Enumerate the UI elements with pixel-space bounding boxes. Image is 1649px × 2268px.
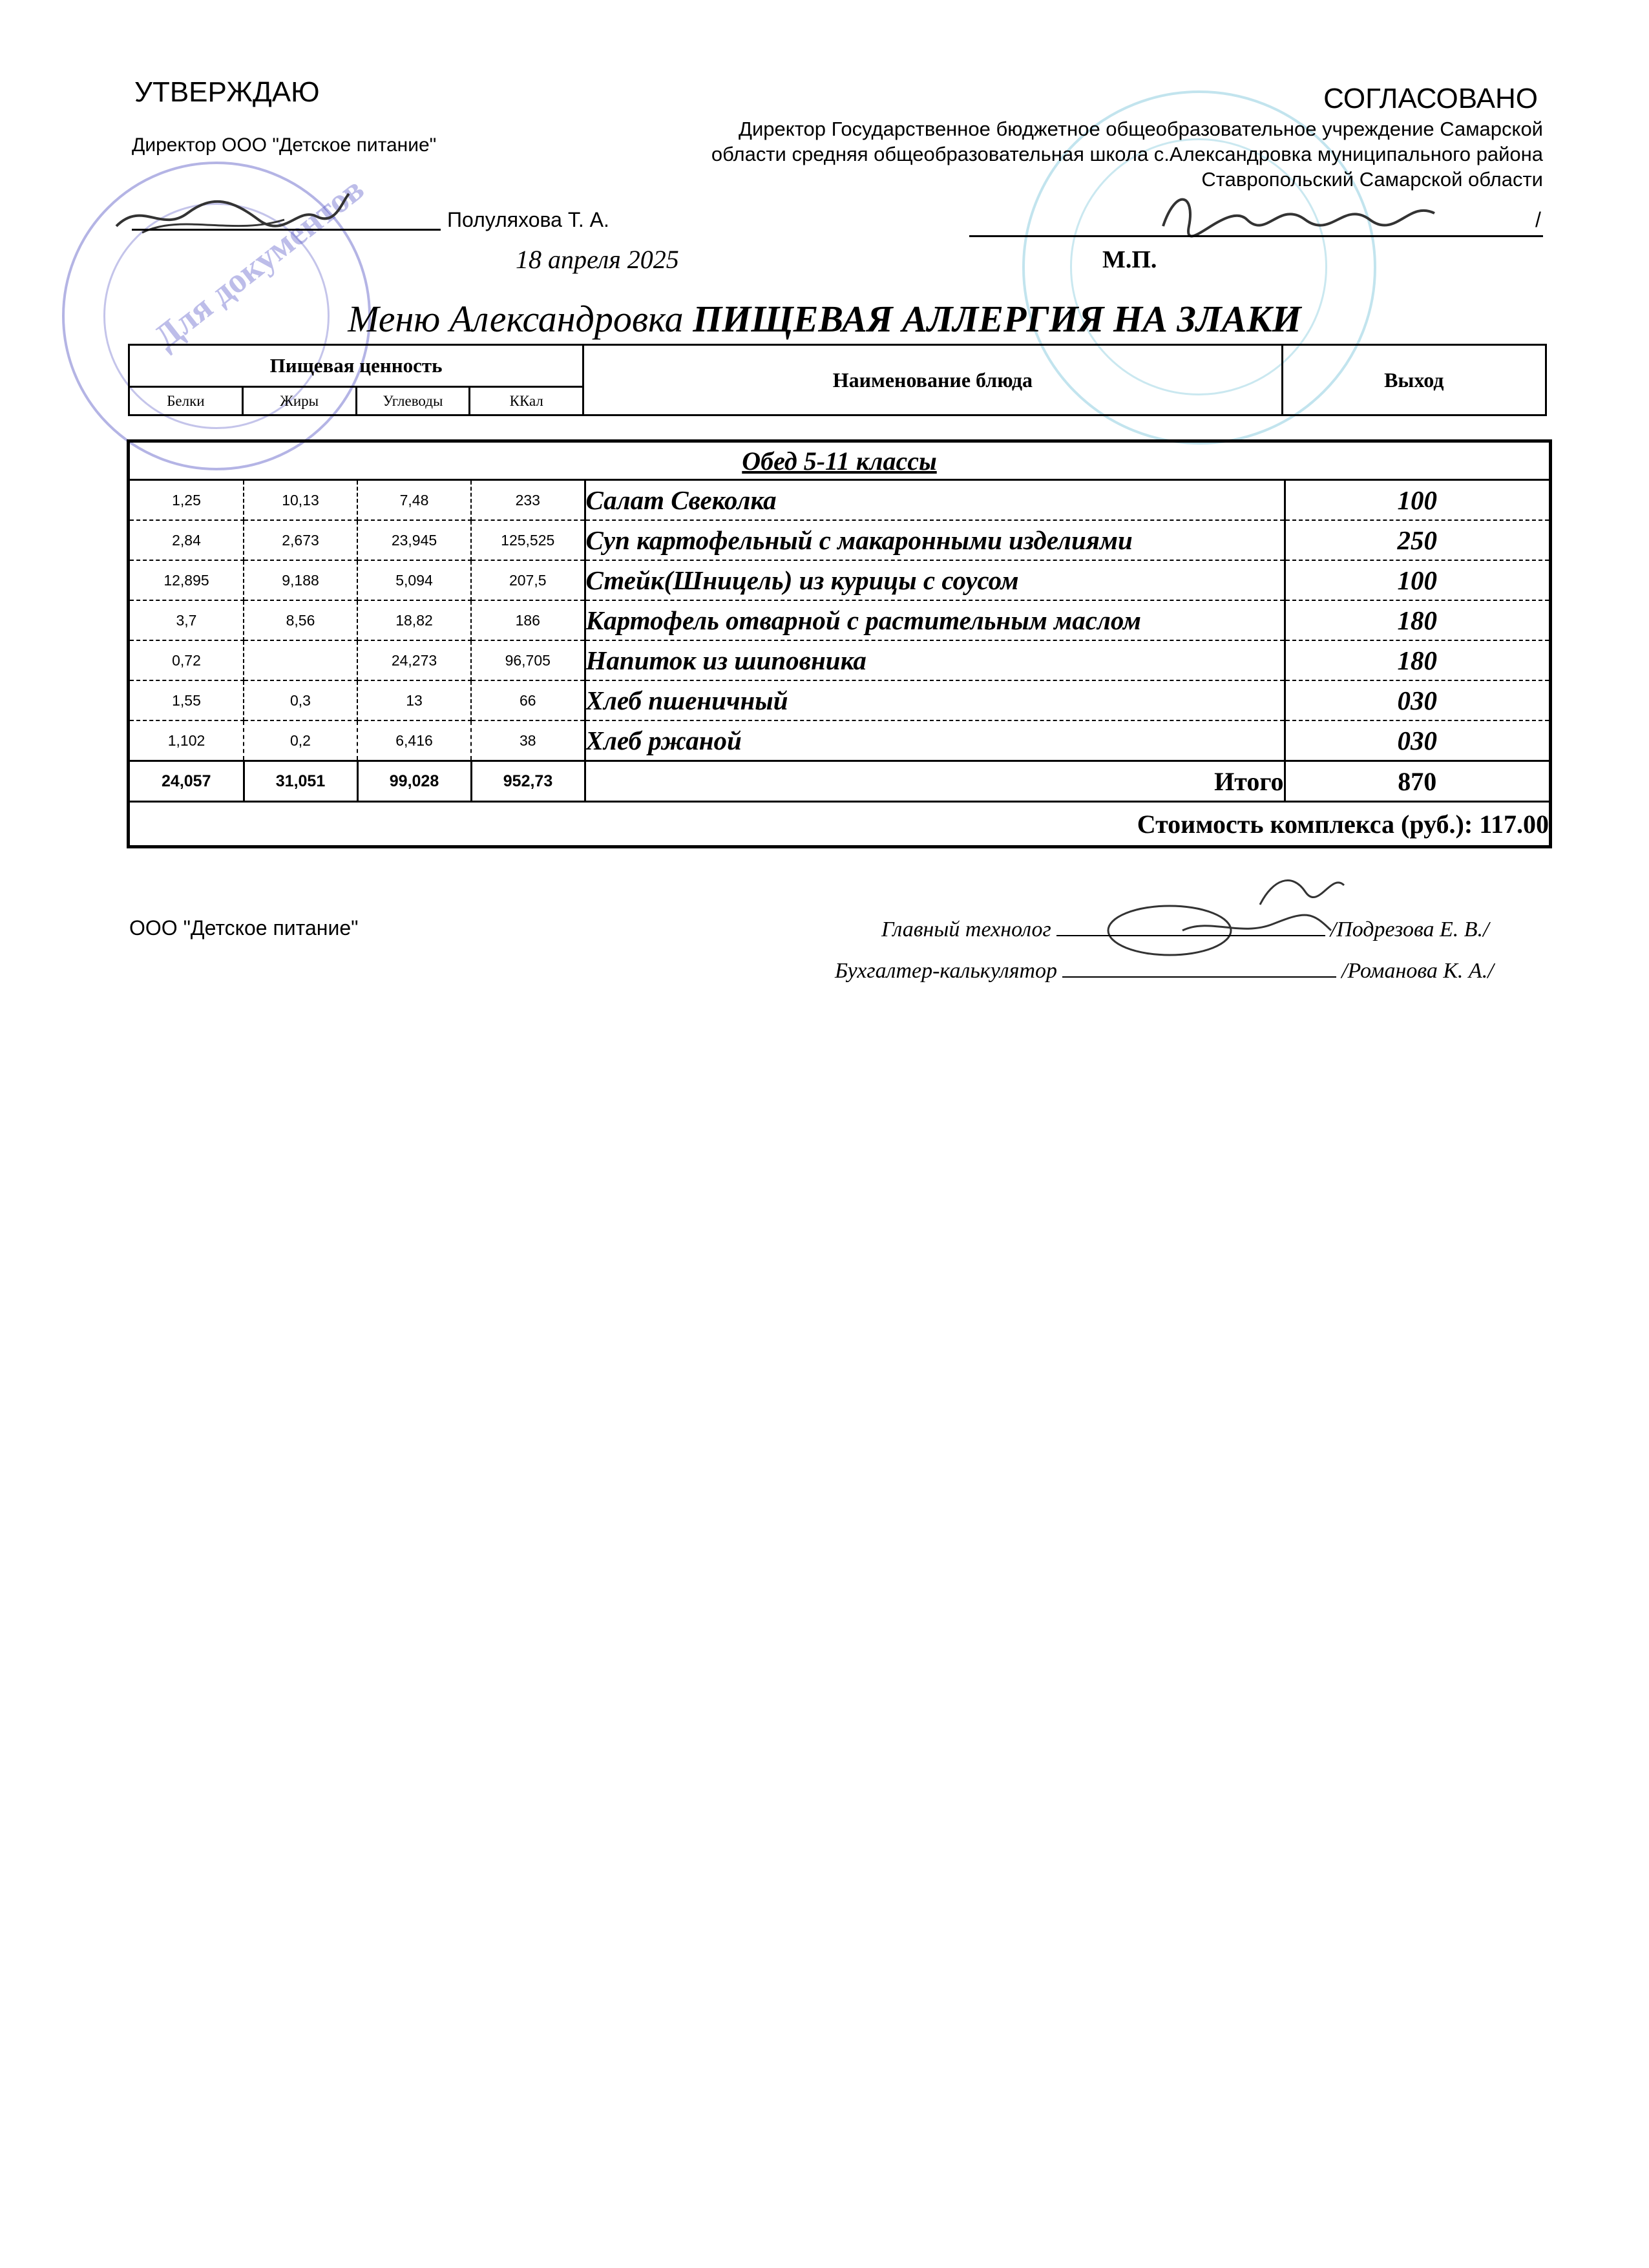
cell-kcal: 96,705 xyxy=(471,640,585,680)
cell-yield: 030 xyxy=(1285,680,1549,720)
footer-org: ООО "Детское питание" xyxy=(129,916,359,940)
cell-yield: 100 xyxy=(1285,480,1549,521)
signature-tech xyxy=(1098,866,1370,956)
protein-column-header: Белки xyxy=(129,387,243,415)
cell-kcal: 38 xyxy=(471,720,585,761)
cell-yield: 030 xyxy=(1285,720,1549,761)
cell-kcal: 207,5 xyxy=(471,560,585,600)
cell-protein: 1,55 xyxy=(130,680,244,720)
total-kcal: 952,73 xyxy=(471,761,585,802)
section-title: Обед 5-11 классы xyxy=(130,443,1549,480)
tech-signature-row xyxy=(881,918,1489,942)
cell-protein: 0,72 xyxy=(130,640,244,680)
agree-title: СОГЛАСОВАНО xyxy=(1323,83,1538,114)
total-label: Итого xyxy=(585,761,1285,802)
cell-kcal: 186 xyxy=(471,600,585,640)
signature-approve xyxy=(103,174,362,252)
cell-kcal: 125,525 xyxy=(471,520,585,560)
total-protein: 24,057 xyxy=(130,761,244,802)
table-row xyxy=(130,720,1549,761)
cell-protein: 2,84 xyxy=(130,520,244,560)
total-yield: 870 xyxy=(1285,761,1549,802)
document-title-main: ПИЩЕВАЯ АЛЛЕРГИЯ НА ЗЛАКИ xyxy=(693,298,1301,340)
fat-column-header: Жиры xyxy=(242,387,356,415)
table-row xyxy=(130,520,1549,560)
cell-dish: Салат Свеколка xyxy=(585,480,1285,521)
cell-dish: Суп картофельный с макаронными изделиями xyxy=(585,520,1285,560)
cell-dish: Стейк(Шницель) из курицы с соусом xyxy=(585,560,1285,600)
accountant-name: /Романова К. А./ xyxy=(1341,959,1494,983)
cell-dish: Хлеб пшеничный xyxy=(585,680,1285,720)
accountant-signature-row xyxy=(835,959,1494,983)
nutrition-group-header: Пищевая ценность xyxy=(129,345,583,387)
tech-signature-line xyxy=(1056,935,1325,936)
cell-fat: 2,673 xyxy=(244,520,357,560)
cell-yield: 100 xyxy=(1285,560,1549,600)
cell-protein: 12,895 xyxy=(130,560,244,600)
cell-fat xyxy=(244,640,357,680)
menu-table-box xyxy=(127,439,1552,848)
cell-carbs: 24,273 xyxy=(357,640,471,680)
cell-carbs: 23,945 xyxy=(357,520,471,560)
agree-signature-line xyxy=(969,235,1543,237)
table-row xyxy=(130,640,1549,680)
approve-role: Директор ООО "Детское питание" xyxy=(132,134,437,156)
carbs-column-header: Углеводы xyxy=(356,387,470,415)
stamp-place-label: М.П. xyxy=(1102,246,1157,273)
stamp-left-text: Для документов xyxy=(146,169,372,357)
cell-yield: 180 xyxy=(1285,600,1549,640)
menu-table xyxy=(130,443,1549,845)
cell-protein: 3,7 xyxy=(130,600,244,640)
approve-name: Полуляхова Т. А. xyxy=(447,208,609,231)
cell-kcal: 233 xyxy=(471,480,585,521)
dish-column-header: Наименование блюда xyxy=(583,345,1282,415)
total-fat: 31,051 xyxy=(244,761,357,802)
cell-fat: 0,3 xyxy=(244,680,357,720)
complex-cost: Стоимость комплекса (руб.): 117.00 xyxy=(1137,809,1549,839)
table-row xyxy=(130,600,1549,640)
menu-items xyxy=(130,480,1549,761)
total-row xyxy=(130,761,1549,802)
cell-dish: Картофель отварной с растительным маслом xyxy=(585,600,1285,640)
cell-fat: 0,2 xyxy=(244,720,357,761)
agree-slash: / xyxy=(1535,208,1541,231)
cell-carbs: 5,094 xyxy=(357,560,471,600)
cell-dish: Напиток из шиповника xyxy=(585,640,1285,680)
approve-signature-line xyxy=(132,229,441,231)
table-row xyxy=(130,560,1549,600)
cell-fat: 10,13 xyxy=(244,480,357,521)
tech-name: /Подрезова Е. В./ xyxy=(1330,918,1489,941)
cell-carbs: 13 xyxy=(357,680,471,720)
cell-carbs: 7,48 xyxy=(357,480,471,521)
accountant-role: Бухгалтер-калькулятор xyxy=(835,959,1058,983)
approve-date: 18 апреля 2025 xyxy=(516,245,679,274)
cell-dish: Хлеб ржаной xyxy=(585,720,1285,761)
table-row xyxy=(130,680,1549,720)
total-carbs: 99,028 xyxy=(357,761,471,802)
cell-yield: 180 xyxy=(1285,640,1549,680)
cell-carbs: 6,416 xyxy=(357,720,471,761)
cell-protein: 1,25 xyxy=(130,480,244,521)
accountant-signature-line xyxy=(1062,976,1336,978)
kcal-column-header: ККал xyxy=(470,387,583,415)
tech-role: Главный технолог xyxy=(881,918,1051,941)
cell-protein: 1,102 xyxy=(130,720,244,761)
agree-role: Директор Государственное бюджетное общеобразовательное учреждение Самарской области средняя общеобразовательная школа с.Александровка муниципального района Ставропольский Самарской области xyxy=(711,118,1543,191)
table-header xyxy=(128,344,1547,416)
cell-yield: 250 xyxy=(1285,520,1549,560)
cell-kcal: 66 xyxy=(471,680,585,720)
approve-title: УТВЕРЖДАЮ xyxy=(134,76,320,108)
document-title xyxy=(0,297,1649,341)
cell-fat: 8,56 xyxy=(244,600,357,640)
cell-fat: 9,188 xyxy=(244,560,357,600)
yield-column-header: Выход xyxy=(1282,345,1546,415)
cell-carbs: 18,82 xyxy=(357,600,471,640)
table-row xyxy=(130,480,1549,521)
document-title-lead: Меню Александровка xyxy=(348,298,684,340)
